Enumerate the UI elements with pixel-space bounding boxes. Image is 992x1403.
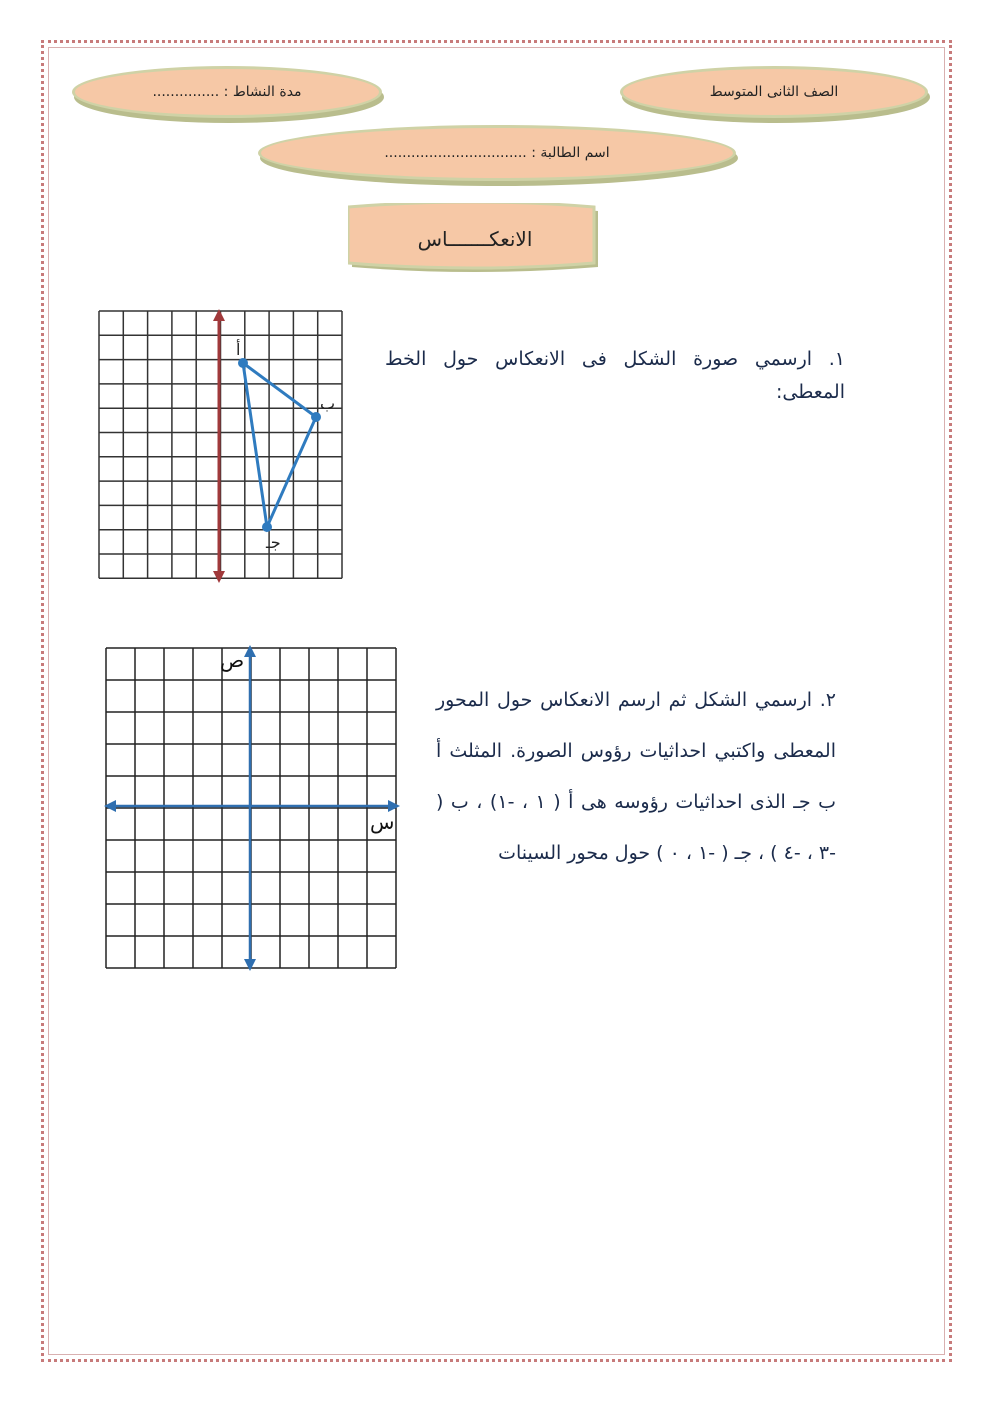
vertex-c <box>262 522 272 532</box>
vertex-b <box>311 412 321 422</box>
vertex-a <box>238 358 248 368</box>
figure-1-grid <box>96 305 346 590</box>
question-2: ٢. ارسمي الشكل ثم ارسم الانعكاس حول المحور المعطى واكتبي احداثيات رؤوس الصورة. المثلث أ ب جـ الذى احداثيات رؤوسه هى أ ( ١ ، -١) ، ب ( -٣ ، -٤ ) ، جـ ( -١ ، ٠ ) حول محور السينات <box>436 689 836 864</box>
y-axis-label: ص <box>220 648 245 672</box>
mirror-arrow-bottom <box>213 571 225 583</box>
x-axis-label: س <box>370 810 395 834</box>
grade-label: الصف الثانى المتوسط <box>620 66 928 118</box>
figure-2-grid <box>100 643 400 973</box>
triangle-abc <box>243 363 316 527</box>
vertex-c-label: جـ <box>266 533 281 552</box>
duration-field: مدة النشاط : ............... <box>72 66 382 118</box>
vertex-a-label: أ <box>236 340 241 359</box>
student-name-field: اسم الطالبة : ................................ <box>258 125 736 181</box>
lesson-title: الانعكـــــــاس <box>417 227 533 251</box>
question-1: ١. ارسمي صورة الشكل فى الانعكاس حول الخط المعطى: <box>385 348 845 403</box>
vertex-b-label: ب <box>320 394 336 413</box>
y-axis-arrow-bottom <box>244 959 256 971</box>
y-axis-arrow-top <box>244 645 256 657</box>
lesson-title-banner <box>348 203 602 275</box>
